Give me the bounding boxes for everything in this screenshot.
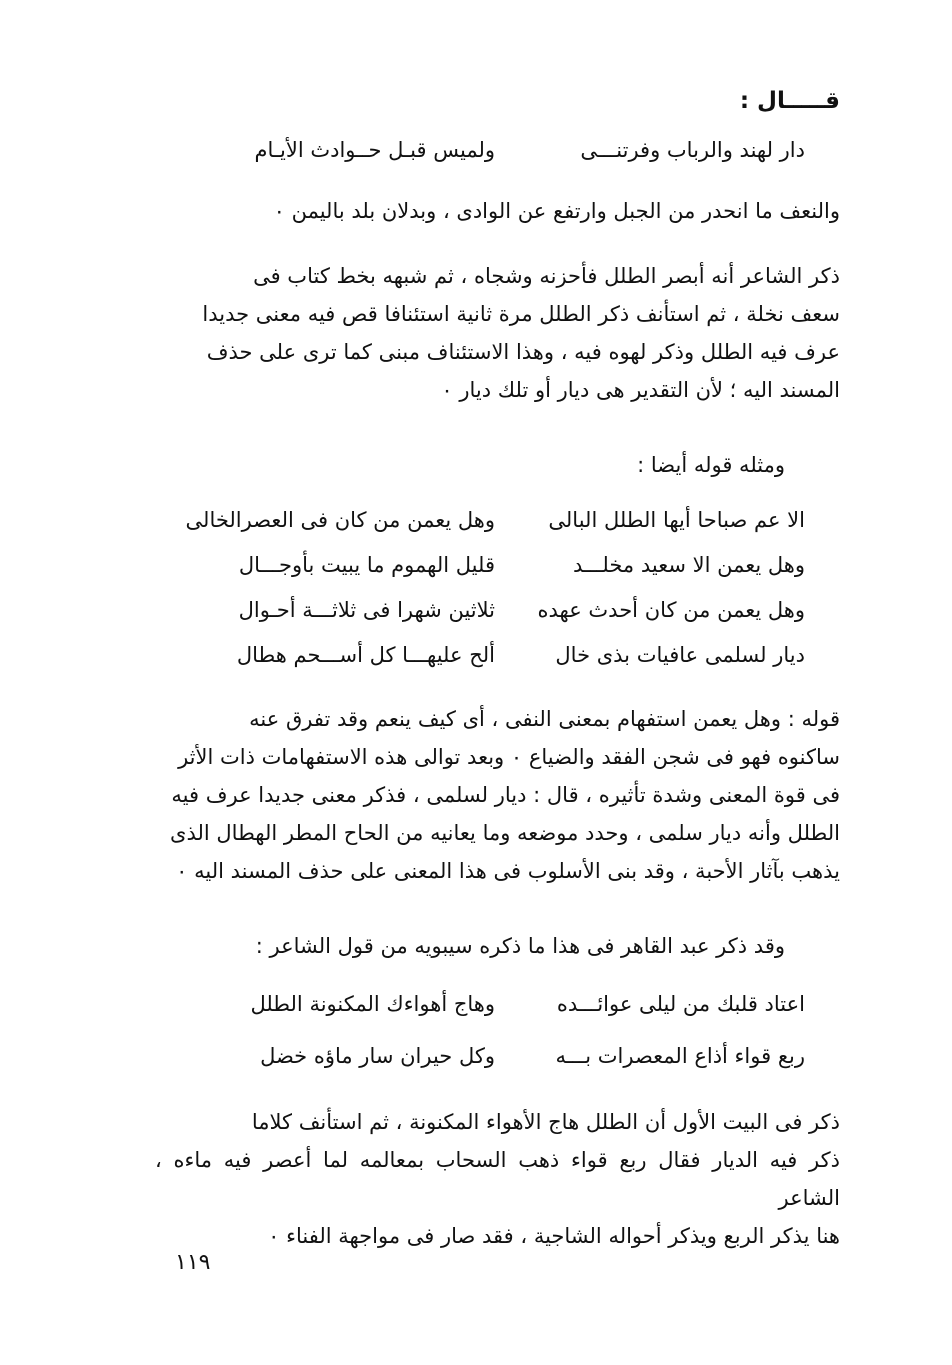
verse-first-hemistich: وهل يعمن الا سعيد مخلـــد <box>572 553 805 577</box>
verse-second-hemistich: ولميس قبـل حــوادث الأيـام <box>254 138 495 162</box>
paragraph-line: ذكر فيه الديار فقال ربع قواء ذهب السحاب بمعالمه لما أعصر فيه ماءه ، الشاعر <box>155 1148 840 1210</box>
verse-line <box>155 128 840 173</box>
paragraph-line: هنا يذكر الربع ويذكر أحواله الشاجية ، فقد صار فى مواجهة الفناء ٠ <box>268 1224 840 1248</box>
verse-group-2 <box>155 498 840 678</box>
verse-second-hemistich: قليل الهموم ما يبيت بأوجـــال <box>238 553 495 577</box>
paragraph-3 <box>155 1103 840 1255</box>
verse-second-hemistich: ثلاثين شهرا فى ثلاثـــة أحـوال <box>238 598 495 622</box>
paragraph-line: ذكر فى البيت الأول أن الطلل هاج الأهواء المكنونة ، ثم استأنف كلاما <box>251 1110 840 1134</box>
paragraph-line: ذكر الشاعر أنه أبصر الطلل فأحزنه وشجاه ، ثم شبهه بخط كتاب فى <box>253 264 840 288</box>
verse-group-3 <box>155 978 840 1082</box>
verse-line <box>155 588 840 633</box>
paragraph-1 <box>155 257 840 409</box>
intro-line-3: وقد ذكر عبد القاهر فى هذا ما ذكره سيبويه من قول الشاعر : <box>255 934 785 958</box>
verse-line <box>155 978 840 1030</box>
verse-first-hemistich: اعتاد قلبك من ليلى عوائـــده <box>556 992 805 1016</box>
verse-line <box>155 633 840 678</box>
paragraph-line: سعف نخلة ، ثم استأنف ذكر الطلل مرة ثانية استئنافا قص فيه معنى جديدا <box>202 302 840 326</box>
paragraph-line: فى قوة المعنى وشدة تأثيره ، قال : ديار لسلمى ، فذكر معنى جديدا عرف فيه <box>171 783 840 807</box>
verse-first-hemistich: دار لهند والرباب وفرتنـــى <box>580 138 805 162</box>
paragraph-line: عرف فيه الطلل وذكر لهوه فيه ، وهذا الاستئناف مبنى كما ترى على حذف <box>206 340 840 364</box>
verse-line <box>155 1030 840 1082</box>
verse-line <box>155 543 840 588</box>
verse-second-hemistich: وهاج أهواءك المكنونة الطلل <box>250 992 495 1016</box>
verse-group-1 <box>155 128 840 173</box>
paragraph-line: ساكنوه فهو فى شجن الفقد والضياع ٠ وبعد توالى هذه الاستفهامات ذات الأثر <box>178 745 840 769</box>
verse-line <box>155 498 840 543</box>
paragraph-line: المسند اليه ؛ لأن التقدير هى ديار أو تلك ديار ٠ <box>441 378 840 402</box>
verse-second-hemistich: ألح عليهـــا كل أســـحم هطال <box>236 643 495 667</box>
verse-first-hemistich: ديار لسلمى عافيات بذى خال <box>555 643 805 667</box>
verse-first-hemistich: الا عم صباحا أيها الطلل البالى <box>548 508 805 532</box>
verse-first-hemistich: ربع قواء أذاع المعصرات بـــه <box>555 1044 805 1068</box>
paragraph-line: يذهب بآثار الأحبة ، وقد بنى الأسلوب فى هذا المعنى على حذف المسند اليه ٠ <box>176 859 840 883</box>
verse-second-hemistich: وكل حيران سار ماؤه خضل <box>260 1044 495 1068</box>
section-heading: قـــــال : <box>739 88 840 114</box>
verse-second-hemistich: وهل يعمن من كان فى العصرالخالى <box>185 508 495 532</box>
intro-line-2: ومثله قوله أيضا : <box>637 453 785 477</box>
paragraph-line: قوله : وهل يعمن استفهام بمعنى النفى ، أى كيف ينعم وقد تفرق عنه <box>249 707 840 731</box>
paragraph-2 <box>155 700 840 890</box>
page-number: ١١٩ <box>175 1250 211 1275</box>
verse-first-hemistich: وهل يعمن من كان أحدث عهده <box>537 598 805 622</box>
paragraph-line: الطلل وأنه ديار سلمى ، وحدد موضعه وما يعانيه من الحاح المطر الهطال الذى <box>170 821 840 845</box>
gloss-line: والنعف ما انحدر من الجبل وارتفع عن الوادى ، وبدلان بلد باليمن ٠ <box>273 199 840 223</box>
